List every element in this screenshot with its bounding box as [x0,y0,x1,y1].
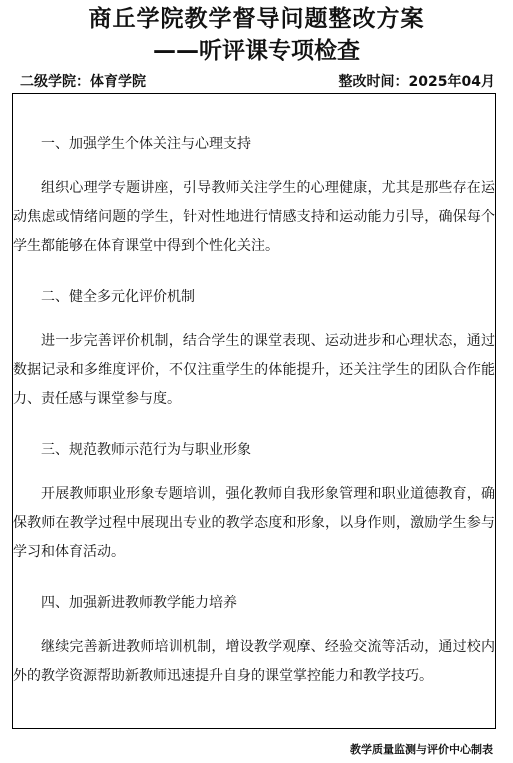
section-body-3: 开展教师职业形象专题培训，强化教师自我形象管理和职业道德教育，确保教师在教学过程中展现出专业的教学态度和形象，以身作则，激励学生参与学习和体育活动。 [13,486,495,560]
document-body [13,130,495,713]
rectification-date: 整改时间：2025年04月 [338,74,495,90]
document-title: 商丘学院教学督导问题整改方案 [88,6,425,32]
footer-maker: 教学质量监测与评价中心制表 [350,743,493,756]
section-body-2: 进一步完善评价机制，结合学生的课堂表现、运动进步和心理状态，通过数据记录和多维度评价，不仅注重学生的体能提升，还关注学生的团队合作能力、责任感与课堂参与度。 [13,333,495,407]
document-subtitle: ——听评课专项检查 [153,38,360,64]
section-body-1: 组织心理学专题讲座，引导教师关注学生的心理健康，尤其是那些存在运动焦虑或情绪问题的学生，针对性地进行情感支持和运动能力引导，确保每个学生都能够在体育课堂中得到个性化关注。 [13,180,495,254]
section-heading-3: 三、规范教师示范行为与职业形象 [41,442,251,458]
section-heading-2: 二、健全多元化评价机制 [41,289,195,305]
section-heading-4: 四、加强新进教师教学能力培养 [41,595,237,611]
college-label: 二级学院：体育学院 [20,74,146,90]
section-body-4: 继续完善新进教师培训机制，增设教学观摩、经验交流等活动，通过校内外的教学资源帮助新教师迅速提升自身的课堂掌控能力和教学技巧。 [13,639,495,684]
section-heading-1: 一、加强学生个体关注与心理支持 [41,136,251,152]
